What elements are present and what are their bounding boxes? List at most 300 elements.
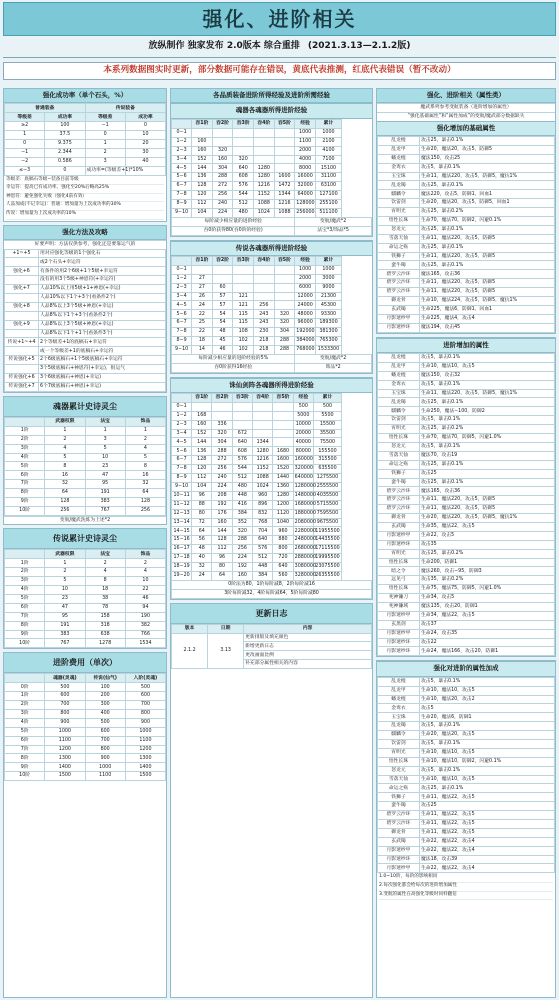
table-cell: 78 xyxy=(85,603,125,612)
table-cell: 魔法135，攻击20，防御1 xyxy=(419,602,554,611)
table-cell: 256 xyxy=(232,545,252,554)
table-cell: 1 xyxy=(125,426,165,435)
table-cell: 命运之殇 xyxy=(377,243,419,252)
table-cell: 200 xyxy=(85,692,125,701)
table-cell: 1100 xyxy=(85,772,125,781)
table-cell: 5000 xyxy=(293,411,313,420)
enhance-rate-title: 强化成功率（单个石头，%） xyxy=(4,89,166,103)
table-cell: 243 xyxy=(254,310,275,319)
table-cell: 20000 xyxy=(293,429,313,438)
table-row xyxy=(377,722,554,731)
table-cell: 强化+6 xyxy=(5,267,39,276)
table-cell: 月影迷纱环 xyxy=(377,647,419,656)
immortal-exp-note-a: 0阶法为80，1阶每阶减8，2阶每阶减16 xyxy=(172,580,372,589)
legend-exp-title: 传说各魂器所得进阶经验 xyxy=(171,241,372,256)
table-row xyxy=(377,371,554,380)
table-row xyxy=(377,487,554,496)
table-cell: 生命10，魔法10，防御2，闪避0.1% xyxy=(419,757,554,766)
table-cell: 5 xyxy=(45,577,85,586)
table-cell: 1680000 xyxy=(293,500,313,509)
table-row xyxy=(172,164,372,173)
column-header: 武器权限 xyxy=(45,550,85,559)
columns xyxy=(3,88,556,998)
table-cell: 生命11，魔法220，攻击5，防御5 xyxy=(419,252,554,261)
table-cell: 生命20，魔法220，攻击5，防御5，魔抗1% xyxy=(419,514,554,523)
changelog-version: 2.1.2 xyxy=(172,633,208,669)
table-cell: 900 xyxy=(85,754,125,763)
table-cell: 75500 xyxy=(313,438,341,447)
enhance-rate-table xyxy=(4,103,166,175)
table-cell: 382 xyxy=(125,621,165,630)
table-cell xyxy=(274,164,295,173)
table-row xyxy=(377,505,554,514)
table-cell: 魔法165，攻击36 xyxy=(419,270,554,279)
changelog-row xyxy=(172,633,372,642)
table-row xyxy=(377,549,554,558)
column-header: 吞4阶 xyxy=(254,256,275,265)
changelog-col-content: 内容 xyxy=(244,624,372,633)
note-line: 1.0~10阶，每阶的影响相同 xyxy=(379,874,553,883)
table-row xyxy=(5,249,166,258)
table-cell: 240 xyxy=(212,199,233,208)
table-cell: 218 xyxy=(254,337,275,346)
table-cell: 80 xyxy=(192,509,212,518)
table-cell: 1阶 xyxy=(5,692,45,701)
table-row xyxy=(377,740,554,749)
table-cell: 悟性长珠 xyxy=(377,585,419,594)
table-cell: 5阶 xyxy=(5,594,45,603)
table-row xyxy=(5,701,166,710)
table-cell: 448 xyxy=(232,491,252,500)
table-row xyxy=(172,199,372,208)
changelog-item: 更改画面比例 xyxy=(244,651,372,660)
table-cell: 悟性长珠 xyxy=(377,558,419,567)
table-cell: 3阶 xyxy=(5,710,45,719)
table-cell: 1360 xyxy=(273,482,293,491)
column-header: 入阶(灵魂) xyxy=(125,674,165,683)
table-cell: 生命22，魔法22，攻击4 xyxy=(419,837,554,846)
table-row xyxy=(377,748,554,757)
table-cell: 27 xyxy=(192,274,213,283)
table-cell: 攻击5，暴击0.1% xyxy=(419,766,554,775)
table-row xyxy=(377,638,554,647)
table-cell: 448 xyxy=(253,562,273,571)
table-cell: 攻击25，暴击0.1% xyxy=(419,225,554,234)
table-cell: 60 xyxy=(212,283,233,292)
table-cell: 6−7 xyxy=(172,456,192,465)
table-row xyxy=(172,438,372,447)
table-cell: 40 xyxy=(125,157,165,166)
table-cell: 896 xyxy=(253,500,273,509)
table-cell: 7阶 xyxy=(5,612,45,621)
table-row xyxy=(377,837,554,846)
table-row xyxy=(5,621,166,630)
table-cell: 22 xyxy=(192,310,213,319)
table-cell: 2000 xyxy=(295,274,316,283)
changelog-col-version: 版本 xyxy=(172,624,208,633)
table-cell xyxy=(233,283,254,292)
table-cell: 10 xyxy=(125,577,165,586)
table-row xyxy=(5,320,166,329)
table-cell xyxy=(254,146,275,155)
table-cell: 命运之殇 xyxy=(377,460,419,469)
table-row xyxy=(172,191,372,200)
table-cell: 2−3 xyxy=(172,420,192,429)
table-cell: 怒龙元 xyxy=(377,766,419,775)
table-cell: 金鸾衣 xyxy=(377,704,419,713)
table-cell: 6−7 xyxy=(172,182,192,191)
table-cell: 1280 xyxy=(254,164,275,173)
table-row xyxy=(377,380,554,389)
table-cell: 20 xyxy=(125,140,165,149)
table-cell: 160 xyxy=(192,137,213,146)
left-column xyxy=(3,88,167,998)
table-row xyxy=(377,252,554,261)
table-cell: 1200 xyxy=(125,745,165,754)
table-row xyxy=(377,389,554,398)
table-cell: 1680 xyxy=(273,447,293,456)
table-cell xyxy=(5,258,39,267)
table-cell: 10 xyxy=(45,586,85,595)
table-cell: 生命35，魔法22，攻击5 xyxy=(419,522,554,531)
table-row xyxy=(5,577,166,586)
table-cell: 3280000 xyxy=(293,571,313,580)
table-cell: 攻击25，暴击0.1% xyxy=(419,478,554,487)
table-cell: 6000 xyxy=(295,283,316,292)
table-cell: 4−5 xyxy=(172,301,192,310)
table-cell: 1088 xyxy=(253,474,273,483)
column-header: 经验 xyxy=(295,119,316,128)
table-row xyxy=(172,482,372,491)
table-cell: 攻击5 xyxy=(419,704,554,713)
table-row xyxy=(5,435,166,444)
table-cell: 生命10，魔法10，攻击5 xyxy=(419,748,554,757)
changelog-col-date: 日期 xyxy=(208,624,244,633)
attr-intro-1: 魔武系列参考变航装备（进阶增加的属性） xyxy=(377,103,555,112)
table-row xyxy=(377,686,554,695)
table-cell: 112 xyxy=(212,545,232,554)
table-cell: 5−6 xyxy=(172,447,192,456)
column-header: 武器权限 xyxy=(45,417,85,426)
table-cell: 1472 xyxy=(274,182,295,191)
table-cell: 256 xyxy=(254,301,275,310)
table-cell: 生命11，魔法22，攻击5 xyxy=(419,811,554,820)
table-cell: 月影迷纱甲 xyxy=(377,531,419,540)
table-cell: 乱龙镯 xyxy=(377,722,419,731)
table-cell: 6阶 xyxy=(5,603,45,612)
column-header: 法宝 xyxy=(85,550,125,559)
table-cell: 1 xyxy=(5,131,45,140)
table-cell: 17115500 xyxy=(313,545,341,554)
table-row xyxy=(172,509,372,518)
column-header: 吞5阶 xyxy=(274,256,295,265)
table-cell: 乱龙镯 xyxy=(377,181,419,190)
table-cell xyxy=(192,128,213,137)
table-cell: 攻击5，暴击0.1% xyxy=(419,380,554,389)
table-row xyxy=(377,478,554,487)
table-cell: 1600 xyxy=(273,456,293,465)
table-row xyxy=(377,855,554,864)
table-row xyxy=(5,285,166,294)
table-cell xyxy=(273,438,293,447)
table-row xyxy=(172,518,372,527)
table-cell: 1100 xyxy=(45,736,85,745)
table-row xyxy=(377,828,554,837)
table-cell: 416 xyxy=(232,500,252,509)
table-cell: 饮雷剑 xyxy=(377,416,419,425)
table-cell: 14435500 xyxy=(313,536,341,545)
table-cell: 2.344 xyxy=(45,148,85,157)
table-cell: 31100 xyxy=(315,173,341,182)
table-cell: 3080000 xyxy=(293,562,313,571)
table-cell: 38 xyxy=(85,594,125,603)
table-cell: 56 xyxy=(192,536,212,545)
table-cell: 640 xyxy=(273,562,293,571)
table-cell: 1880000 xyxy=(293,509,313,518)
table-cell: 23075500 xyxy=(313,562,341,571)
table-row xyxy=(377,434,554,443)
table-cell xyxy=(212,411,232,420)
table-cell: 700 xyxy=(45,701,85,710)
legend-exp-note-b: 变航/魔武*2 xyxy=(295,354,372,363)
table-row xyxy=(5,338,166,347)
table-cell: 22 xyxy=(125,586,165,595)
table-row xyxy=(172,182,372,191)
table-cell: 600 xyxy=(85,727,125,736)
table-cell: 7100 xyxy=(315,155,341,164)
table-cell: 46 xyxy=(125,594,165,603)
table-cell: 0 xyxy=(5,140,45,149)
table-row xyxy=(377,695,554,704)
table-cell: 魔法150，攻击32 xyxy=(419,371,554,380)
table-cell: 4阶 xyxy=(5,453,45,462)
soul-exp-note-a: 每阶减少相应量的进阶经验 xyxy=(172,217,295,226)
table-cell: 381300 xyxy=(315,328,341,337)
table-cell: 320 xyxy=(232,527,252,536)
table-cell xyxy=(233,265,254,274)
table-row xyxy=(172,536,372,545)
table-cell: 3−4 xyxy=(172,429,192,438)
table-cell: 640000 xyxy=(293,474,313,483)
table-cell: 攻击25，暴击0.1% xyxy=(419,261,554,270)
table-cell: 乱龙甲 xyxy=(377,145,419,154)
table-cell: 57 xyxy=(212,301,233,310)
table-cell: 320 xyxy=(212,146,233,155)
column-header: 经验 xyxy=(295,256,316,265)
table-row xyxy=(5,772,166,781)
table-cell: 352 xyxy=(232,518,252,527)
legend-exp-table xyxy=(171,256,372,373)
column-header xyxy=(172,119,192,128)
table-row xyxy=(5,692,166,701)
table-cell: 256000 xyxy=(295,208,316,217)
table-cell: 宵明光 xyxy=(377,748,419,757)
table-row xyxy=(377,496,554,505)
table-cell: 16000 xyxy=(295,173,316,182)
table-cell: 576 xyxy=(232,456,252,465)
legend-exp-note-c: 吞0阶获得16经验 xyxy=(172,363,295,372)
table-cell: 4100 xyxy=(315,146,341,155)
table-cell: 麒麟令 xyxy=(377,407,419,416)
table-cell: 47 xyxy=(45,603,85,612)
table-cell: 乱龙棍 xyxy=(377,354,419,363)
table-cell: 1440 xyxy=(273,474,293,483)
table-cell: 120 xyxy=(192,465,212,474)
table-cell: 640 xyxy=(233,164,254,173)
table-cell: 112 xyxy=(192,199,213,208)
table-cell: 蟠龙棍 xyxy=(377,154,419,163)
table-cell: 15−16 xyxy=(172,536,192,545)
table-cell: 480 xyxy=(233,208,254,217)
table-row xyxy=(377,802,554,811)
column-header: 吞3阶 xyxy=(233,256,254,265)
table-cell: 47 xyxy=(85,471,125,480)
column-header: 吞1阶 xyxy=(192,119,213,128)
table-cell: 256 xyxy=(212,465,232,474)
table-cell: 生命11，魔法220，攻击5，防御5 xyxy=(419,234,554,243)
table-cell: 悟性长珠 xyxy=(377,216,419,225)
table-row xyxy=(377,677,554,686)
table-cell: 832 xyxy=(253,509,273,518)
table-cell: 碧罗云沙环 xyxy=(377,288,419,297)
column-header: 吞3阶 xyxy=(232,394,252,403)
table-cell: 7−8 xyxy=(172,465,192,474)
table-cell: 900 xyxy=(125,718,165,727)
table-cell: 1278 xyxy=(85,639,125,648)
table-cell: 304 xyxy=(212,164,233,173)
table-row xyxy=(172,283,372,292)
table-cell: 强化+8 xyxy=(5,302,39,311)
table-cell xyxy=(254,274,275,283)
table-row xyxy=(5,122,166,131)
table-cell: 18 xyxy=(192,337,213,346)
column-header: 饰品 xyxy=(125,550,165,559)
table-cell: 玄武镯 xyxy=(377,305,419,314)
table-cell: 御龙骨 xyxy=(377,297,419,306)
table-cell: 152 xyxy=(192,429,212,438)
credits: 放纵制作 独家发布 2.0版本 综合重排 xyxy=(148,41,300,52)
legend-exp-note-a: 每阶减少相应量的进阶经验的5% xyxy=(172,354,295,363)
changelog-section xyxy=(170,603,373,998)
table-cell: 800 xyxy=(45,710,85,719)
table-row xyxy=(172,292,372,301)
attr-intro-2: “强化基础属性”和“属性加成”的变航/魔武部分数据缺失 xyxy=(377,112,555,121)
table-cell: 有条件的用2个6级+1个5级+幸运符 xyxy=(39,267,166,276)
table-cell: 生命22，魔法22，攻击4 xyxy=(419,846,554,855)
column-header: 吞2阶 xyxy=(212,119,233,128)
table-row xyxy=(377,731,554,740)
table-cell: 1040 xyxy=(273,518,293,527)
table-cell: 2阶 xyxy=(5,701,45,710)
table-cell: 900 xyxy=(45,718,85,727)
table-row xyxy=(172,128,372,137)
table-cell: 1088 xyxy=(254,199,275,208)
table-cell: 5阶 xyxy=(5,727,45,736)
table-cell: 死神镰域 xyxy=(377,602,419,611)
note-line: 等级差：底稿石等级−装备目前等级 xyxy=(6,177,164,186)
table-cell: 800 xyxy=(85,745,125,754)
table-cell: 96000 xyxy=(295,319,316,328)
table-cell: 生命11，魔法220，攻击5，防御5 xyxy=(419,279,554,288)
base-attr-title: 强化增加的基础属性 xyxy=(377,121,555,136)
version-date: (2021.3.13—2.1.2版) xyxy=(307,41,411,52)
table-row xyxy=(172,345,372,354)
table-cell: 560 xyxy=(273,571,293,580)
table-cell: 160 xyxy=(212,155,233,164)
table-row xyxy=(5,683,166,692)
table-row xyxy=(377,713,554,722)
table-cell: 9675500 xyxy=(313,518,341,527)
table-cell: 1120 xyxy=(273,509,293,518)
table-cell: 7阶 xyxy=(5,745,45,754)
table-cell: 5−6 xyxy=(172,310,192,319)
table-cell: 128 xyxy=(125,498,165,507)
table-row xyxy=(172,545,372,554)
table-cell: 魔法165，攻击36 xyxy=(419,487,554,496)
table-cell: 189300 xyxy=(315,319,341,328)
table-cell: 45 xyxy=(212,337,233,346)
table-cell: 15100 xyxy=(315,164,341,173)
table-cell: 1533300 xyxy=(315,345,341,354)
column-header: 成功率 xyxy=(125,113,165,122)
table-cell: 18−19 xyxy=(172,562,192,571)
table-cell: 22 xyxy=(192,328,213,337)
table-cell: 1100 xyxy=(295,137,316,146)
table-cell: 1280 xyxy=(254,173,275,182)
table-cell: 2555500 xyxy=(313,482,341,491)
soul-exp-note-b: 变航/魔武*2 xyxy=(295,217,372,226)
table-cell: 生命225，魔法6，防御1，回血1 xyxy=(419,305,554,314)
table-cell: 64 xyxy=(212,571,232,580)
immortal-exp-title: 诛仙剑阵各魂器所得进阶经验 xyxy=(171,378,372,393)
table-cell: 46 xyxy=(212,345,233,354)
table-cell: 人品8%以下1个+1个(看条件3个) xyxy=(39,329,166,338)
column-header: 经验 xyxy=(293,394,313,403)
table-cell: 蟠龙棍 xyxy=(377,695,419,704)
table-cell xyxy=(233,274,254,283)
legend-exp-note-d: 饰品*2 xyxy=(295,363,372,372)
table-cell: 攻击35，暴击0.2% xyxy=(419,576,554,585)
strategy-title: 强化方法及攻略 xyxy=(4,226,166,240)
table-cell: 288 xyxy=(232,536,252,545)
table-cell: 1216 xyxy=(254,182,275,191)
table-cell: 用对应强化等级的1个强化石 xyxy=(39,249,166,258)
table-row xyxy=(172,337,372,346)
table-cell: 玄武镯 xyxy=(377,522,419,531)
table-cell: 4000 xyxy=(295,155,316,164)
table-cell: 生命10，魔法10，攻击5 xyxy=(419,686,554,695)
table-cell: 攻击25，暴击0.1% xyxy=(419,460,554,469)
table-row xyxy=(377,594,554,603)
table-cell: 月影迷纱环 xyxy=(377,540,419,549)
table-row xyxy=(377,757,554,766)
changelog-title: 更新日志 xyxy=(171,604,372,624)
table-cell xyxy=(254,265,275,274)
table-cell: 288 xyxy=(212,173,233,182)
table-cell xyxy=(232,411,252,420)
table-row xyxy=(377,558,554,567)
table-cell: 月影迷纱甲 xyxy=(377,629,419,638)
table-cell: 13−14 xyxy=(172,518,192,527)
table-cell: 8−9 xyxy=(172,337,192,346)
table-row xyxy=(5,140,166,149)
soul-exp-section xyxy=(170,88,373,237)
column-header: 吞3阶 xyxy=(233,119,254,128)
table-cell: 192 xyxy=(212,500,232,509)
table-cell: 10阶 xyxy=(5,506,45,515)
table-cell xyxy=(274,128,295,137)
table-cell: 攻击5，暴击0.1% xyxy=(419,677,554,686)
